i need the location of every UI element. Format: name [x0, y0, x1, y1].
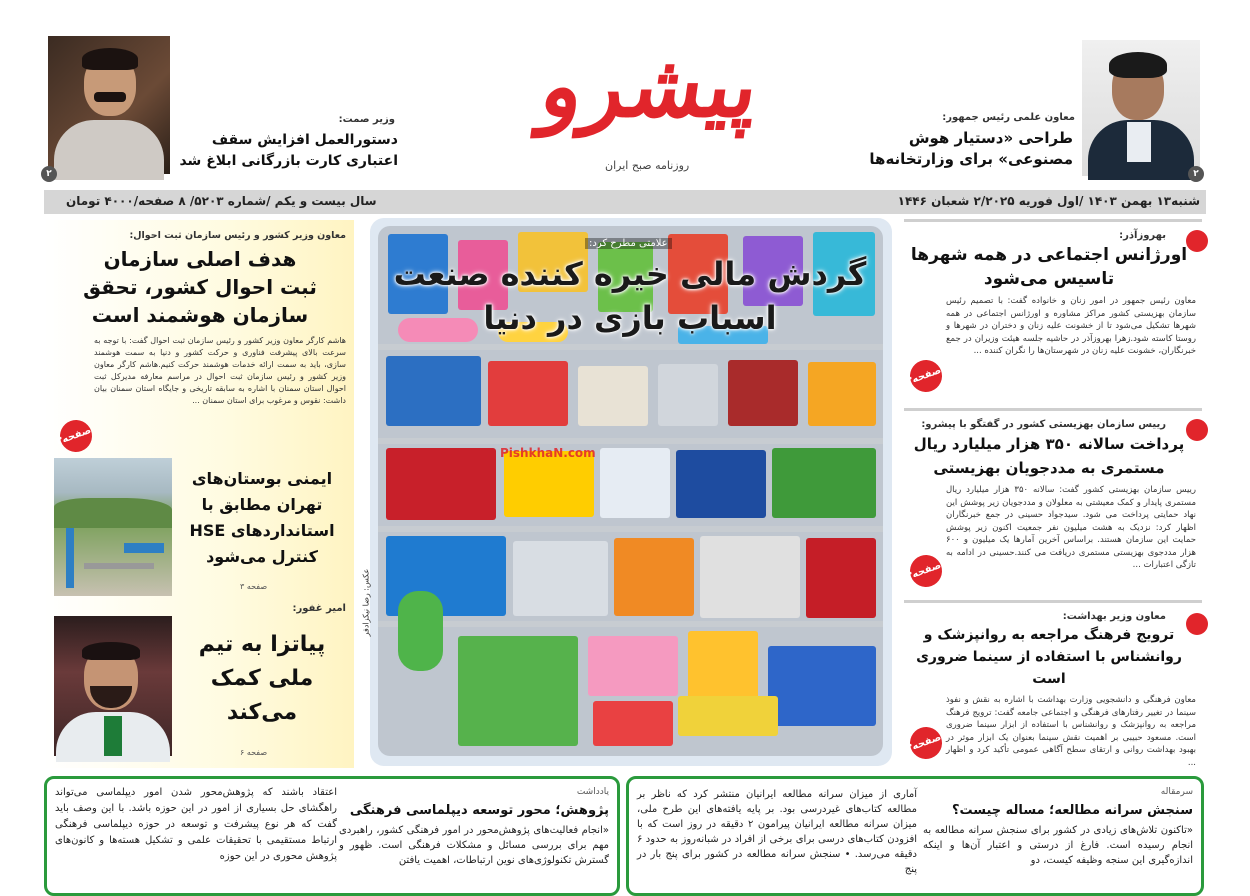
sport-photo [54, 616, 172, 756]
top-left-title[interactable] [158, 130, 398, 172]
top-left-title-line2: اعتباری کارت بازرگانی ابلاغ شد [179, 153, 398, 169]
right-1-title [904, 241, 1202, 295]
photo-credit: عکس: رضا نیکزادفر [361, 568, 371, 637]
note-text-2: اعتقاد باشند که پژوهش‌محور شدن امور دیپلماسی می‌تواند راهگشای حل بسیاری از امور در این حوزه باشد. با این وصف باید گفت که هر نوع پیشرفت و توسعه در حوزه دیپلماسی فرهنگی ارتباط مستقیمی با تحقیقات علمی و تشکیل هسته‌ها و کانون‌های پژوهش محوری در این حوزه [55, 787, 337, 862]
left-1-title-line1: هدف اصلی سازمان [103, 247, 297, 271]
right-3-body: معاون فرهنگی و دانشجویی وزارت بهداشت با اشاره به نقش و نفوذ سینما در تغییر رفتارهای فرهنگی و اجتماعی جامعه گفت: ترویج فرهنگ مراجعه به روانپزشک و روانشناس با استفاده از ابزار سینما ضروری است. مسعود حبیبی بر اهمیت نقش سینما بعنوان یک ابزار موثر در بهبود بهداشت روانی و ارتقای سطح آگاهی عمومی تأکید کرد و اظهار ... [946, 695, 1196, 768]
right-1-title-line2: تاسیس می‌شود [983, 269, 1115, 289]
logo-tagline: روزنامه صبح ایران [605, 159, 690, 172]
right-3-title-line1: ترویج فرهنگ مراجعه به روانپزشک و [923, 627, 1175, 643]
left-1-title [54, 245, 346, 329]
right-1-body: معاون رئیس جمهور در امور زنان و خانواده گفت: با تصمیم رئیس سازمان بهزیستی کشور مراکز مشاوره و اورژانس اجتماعی در همه شهرها تشکیل می‌شود تا از خشونت علیه زنان و دختران در شهرها و روستا کاسته شود.زهرا بهروزآذر در حاشیه جلسه هیئت وزیران در جمع خبرنگاران، خشونت علیه زنان در شهرستان‌ها را نگران کننده ... [946, 296, 1196, 356]
editorial-box-left[interactable] [44, 776, 620, 896]
note-title: پژوهش؛ محور توسعه دیپلماسی فرهنگی [349, 803, 609, 818]
top-right-title[interactable] [783, 128, 1073, 170]
left-1-body: هاشم کارگر معاون وزیر کشور و رئیس سازمان ثبت احوال گفت: با توجه به سرعت بالای پیشرفت فناوری و حرکت کشور و دنیا به سمت هوشمند سازی، باید به سمت ارائه خدمات هوشمند حرکت کنیم.هاشم کارگر معاون وزیر کشور و رئیس سازمان ثبت احوال در مراسم معارفه مدیرکل ثبت احوال استان سمنان با اشاره به سابقه تاریخی و جایگاه استان سمنان بیان داشت: نقوس و مرغوب برای استان سمنان ... [94, 336, 346, 405]
top-right-photo [1082, 40, 1200, 176]
editorial-box-right[interactable] [626, 776, 1204, 896]
park-title-line3: استانداردهای HSE [189, 521, 335, 540]
right-2-title [904, 430, 1202, 484]
right-2-title-line1: پرداخت سالانه ۳۵۰ هزار میلیارد ریال [913, 435, 1185, 453]
park-photo [54, 458, 172, 596]
top-right-kicker: معاون علمی رئیس جمهور: [942, 112, 1075, 123]
right-3-kicker: معاون وزیر بهداشت: [1062, 611, 1166, 622]
top-left-page-badge: ۲ [41, 166, 57, 182]
sport-kicker: امیر غفور: [292, 603, 346, 614]
sport-title-line2: ملی کمک [210, 666, 314, 691]
right-2-kicker: رییس سازمان بهزیستی کشور در گفتگو با پیشرو: [921, 419, 1166, 430]
top-right-page-badge: ۲ [1188, 166, 1204, 182]
left-1-page-marker[interactable]: صفحه۳ [55, 415, 96, 456]
editorial-label: سرمقاله [1160, 787, 1193, 797]
logo-text: پیشرو [535, 36, 765, 137]
right-1-title-line1: اورژانس اجتماعی در همه شهرها [910, 245, 1188, 265]
center-tag: علامتی مطرح کرد: [585, 238, 672, 249]
right-article-2[interactable] [904, 408, 1202, 594]
right-3-title-line2: روانشناس با استفاده از سینما ضروری است [916, 649, 1182, 687]
park-title-line1: ایمنی بوستان‌های [191, 469, 333, 488]
right-2-body: رییس سازمان بهزیستی کشور گفت: سالانه ۳۵۰ هزار میلیارد ریال مستمری پایدار و کمک معیشتی به معلولان و مددجویان زیر پوشش این نهاد حمایتی پرداخت می شود. سیدجواد حسینی در جمع خبرنگاران اظهار کرد: نزدیک به هشت میلیون نفر جمعیت اکنون زیر پوشش حمایت این سازمان هستند. براساس آخرین آمارها یک میلیون و ۶۰۰ هزار مددجوی بهزیستی مستمری دریافت می کنند.حسینی در ادامه به تازگی اعتبارات ... [946, 485, 1196, 570]
left-1-kicker: معاون وزیر کشور و رئیس سازمان ثبت احوال: [129, 230, 346, 241]
red-dot-icon [1186, 613, 1208, 635]
top-left-photo [48, 36, 170, 174]
park-title-line2: تهران مطابق با [201, 495, 323, 514]
note-label: یادداشت [576, 787, 609, 797]
left-article-1[interactable] [54, 230, 346, 450]
right-3-title [904, 622, 1202, 694]
top-right-title-line1: طراحی «دستیار هوش [908, 129, 1073, 147]
right-2-title-line2: مستمری به مددجویان بهزیستی [933, 459, 1165, 477]
left-1-title-line2: ثبت احوال کشور، تحقق [83, 275, 317, 299]
editorial-title: سنجش سرانه مطالعه؛ مساله چیست؟ [951, 803, 1193, 818]
center-headline-line2: اسباب بازی در دنیا [483, 299, 777, 337]
date-bar [44, 190, 1206, 214]
park-page: صفحه ۳ [240, 582, 268, 591]
red-dot-icon [1186, 230, 1208, 252]
date-line: شنبه۱۳ بهمن ۱۴۰۳ /اول فوریه ۲/۲۰۲۵ شعبان ۱۴۴۶ [897, 194, 1200, 208]
sport-title-line1: پیاتزا به تیم [198, 632, 326, 657]
park-title-line4: کنترل می‌شود [206, 547, 318, 566]
sport-title[interactable] [178, 628, 346, 730]
right-1-kicker: بهروزآذر: [1119, 230, 1166, 241]
sport-title-line3: می‌کند [226, 700, 298, 725]
masthead-logo[interactable] [530, 22, 770, 172]
right-1-page-marker[interactable]: صفحه۳ [905, 355, 946, 396]
editorial-text: «تاکنون تلاش‌های زیادی در کشور برای سنجش سرانه مطالعه به انجام رسیده است. فارغ از درستی و اعتبار آن‌ها و اینکه اندازه‌گیری این سنجه وظیفه کیست، دو [923, 825, 1193, 866]
right-2-page-marker[interactable]: صفحه۳ [905, 550, 946, 591]
top-left-kicker: وزیر صمت: [338, 114, 395, 125]
editorial-text-2: آماری از میزان سرانه مطالعه ایرانیان منتشر کرد که ناظر بر مطالعه کتاب‌های غیردرسی بود. بر پایه یافته‌های این طرح ملی، میزان سرانه مطالعه ایرانیان پیرامون ۲ دقیقه در روز است که با افزودن کتاب‌های درسی برای برخی از افراد در شبانه‌روز به حدود ۶ دقیقه می‌رسد. • سنجش سرانه مطالعه در کشور برای پنج بار در پنج [637, 789, 917, 875]
issue-line: سال بیست و یکم /شماره ۵۲۰۳/ ۸ صفحه/۴۰۰۰ تومان [66, 194, 377, 208]
right-article-1[interactable] [904, 219, 1202, 399]
park-title[interactable] [178, 466, 346, 570]
red-dot-icon [1186, 419, 1208, 441]
top-right-title-line2: مصنوعی» برای وزارتخانه‌ها [869, 150, 1073, 168]
left-1-title-line3: سازمان هوشمند است [91, 303, 309, 327]
photo-watermark: PishkhaN.com [500, 446, 596, 460]
top-left-title-line1: دستورالعمل افزایش سقف [211, 132, 398, 148]
sport-page: صفحه ۶ [240, 748, 268, 757]
note-text: «انجام فعالیت‌های پژوهش‌محور در امور فرهنگی کشور، راهبردی مهم برای بررسی مسائل و مشکلات فرهنگی است. ظهور و گسترش تکنولوژی‌های نوین ارتباطات، اهمیت یافتن [339, 825, 609, 866]
center-headline[interactable] [390, 252, 870, 340]
center-headline-line1: گردش مالی خیره کننده صنعت [393, 255, 867, 293]
right-3-page-marker[interactable]: صفحه۳ [905, 722, 946, 763]
center-feature[interactable] [361, 218, 892, 766]
right-article-3[interactable] [904, 600, 1202, 766]
